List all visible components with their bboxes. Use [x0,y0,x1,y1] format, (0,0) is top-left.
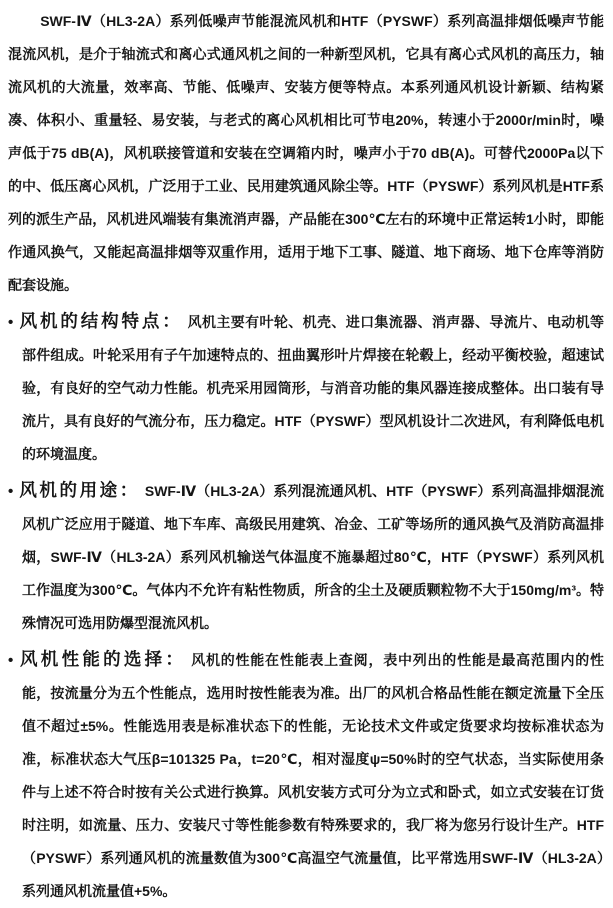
section-body: SWF-Ⅳ（HL3-2A）系列混流通风机、HTF（PYSWF）系列高温排烟混流风机广泛应用于隧道、地下车库、高级民用建筑、冶金、工矿等场所的通风换气及消防高温排烟，SWF-Ⅳ（HL3-2A）系列风机输送气体温度不施暴超过80℃，HTF（PYSWF）系列风机工作温度为300℃。气体内不允许有粘性物质，所含的尘土及硬质颗粒物不大于150mg/m³。特殊情况可选用防爆型混流风机。 [22,483,605,631]
section-performance-selection [8,643,604,908]
section-body: 风机主要有叶轮、机壳、进口集流器、消声器、导流片、电动机等部件组成。叶轮采用有子午加速特点的、扭曲翼形叶片焊接在轮毂上，经动平衡校验，超速试验，有良好的空气动力性能。机壳采用园筒形，与消音功能的集风器连接成整体。出口装有导流片，具有良好的气流分布，压力稳定。HTF（PYSWF）型风机设计二次进风，有利降低电机的环境温度。 [22,314,605,462]
intro-paragraph: SWF-Ⅳ（HL3-2A）系列低噪声节能混流风机和HTF（PYSWF）系列高温排烟低噪声节能混流风机，是介于轴流式和离心式通风机之间的一种新型风机，它具有离心式风机的高压力，轴流风机的大流量，效率高、节能、低噪声、安装方便等特点。本系列通风机设计新颖、结构紧凑、体积小、重量轻、易安装，与老式的离心风机相比可节电20%，转速小于2000r/min时，噪声低于75 dB(A)，风机联接管道和安装在空调箱内时，噪声小于70 dB(A)。可替代2000Pa以下的中、低压离心风机，广泛用于工业、民用建筑通风除尘等。HTF（PYSWF）系列风机是HTF系列的派生产品，风机进风端装有集流消声器，产品能在300℃左右的环境中正常运转1小时，即能作通风换气，又能起高温排烟等双重作用，适用于地下工事、隧道、地下商场、地下仓库等消防配套设施。 [8,13,604,293]
section-title: 风机的结构特点： [19,311,183,331]
bullet-icon: • [8,314,14,331]
section-body: 风机的性能在性能表上查阅，表中列出的性能是最高范围内的性能，按流量分为五个性能点，选用时按性能表为准。出厂的风机合格品性能在额定流量下全压值不超过±5%。性能选用表是标准状态下的性能，无论技术文件或定货要求均按标准状态为准，标准状态大气压β=101325 Pa，t=20℃，相对湿度ψ=50%时的空气状态，当实际使用条件与上述不符合时按有关公式进行换算。风机安装方式可分为立式和卧式，如立式安装在订货时注明，如流量、压力、安装尺寸等性能参数有特殊要求的，我厂将为您另行设计生产。HTF（PYSWF）系列通风机的流量数值为300℃高温空气流量值，比平常选用SWF-Ⅳ（HL3-2A）系列通风机流量值+5%。 [22,652,605,899]
section-paragraph [8,305,604,471]
section-usage [8,474,604,640]
section-structure-features [8,305,604,471]
section-paragraph [8,643,604,908]
section-paragraph [8,474,604,640]
bullet-icon: • [8,652,14,669]
section-title: 风机性能的选择： [19,649,187,669]
section-title: 风机的用途： [19,480,140,500]
bullet-icon: • [8,483,14,500]
